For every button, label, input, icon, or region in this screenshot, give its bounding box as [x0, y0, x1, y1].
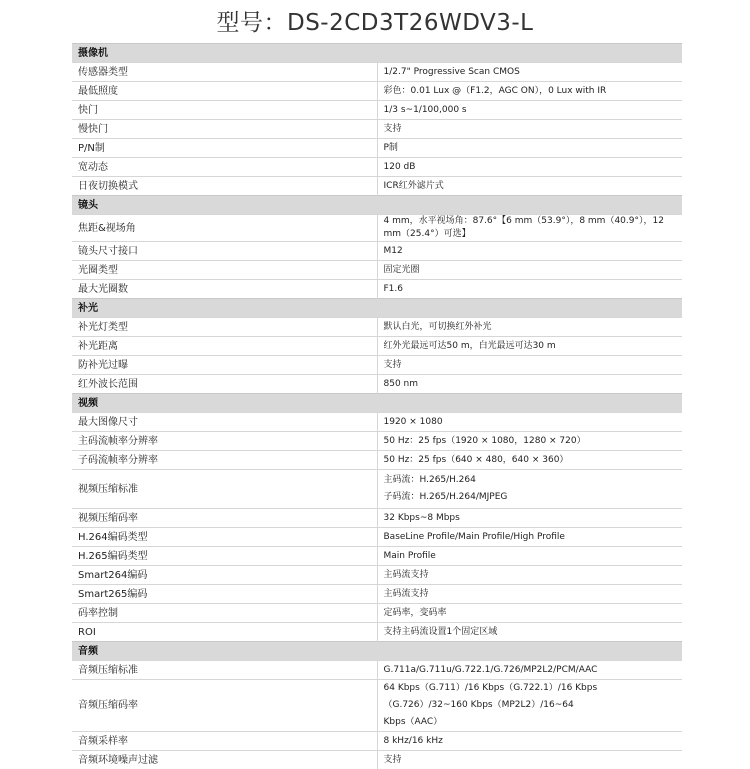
spec-value-line: G.711a/G.711u/G.722.1/G.726/MP2L2/PCM/AAC	[384, 664, 677, 677]
spec-value	[377, 432, 682, 451]
spec-value-line: 红外光最远可达50 m，白光最远可达30 m	[384, 340, 677, 353]
spec-value-line: 主码流支持	[384, 588, 677, 601]
spec-value	[377, 585, 682, 604]
spec-value-line: 1/3 s~1/100,000 s	[384, 104, 677, 117]
spec-value	[377, 82, 682, 101]
spec-value-line: 1/2.7" Progressive Scan CMOS	[384, 66, 677, 79]
spec-row	[72, 623, 682, 642]
section-header	[72, 394, 682, 413]
spec-value	[377, 509, 682, 528]
spec-row	[72, 318, 682, 337]
spec-value	[377, 337, 682, 356]
spec-value-line: 支持主码流设置1个固定区域	[384, 626, 677, 639]
spec-row	[72, 509, 682, 528]
spec-row	[72, 242, 682, 261]
spec-key: 音频环境噪声过滤	[72, 751, 377, 769]
spec-value-line: 1920 × 1080	[384, 416, 677, 429]
spec-value	[377, 177, 682, 196]
spec-value	[377, 215, 682, 242]
spec-key: Smart265编码	[72, 585, 377, 604]
spec-row	[72, 356, 682, 375]
spec-value-line: 固定光圈	[384, 264, 677, 277]
spec-row	[72, 177, 682, 196]
spec-row	[72, 337, 682, 356]
page-title: 型号：DS-2CD3T26WDV3-L	[0, 8, 750, 38]
spec-value-line: 默认白光，可切换红外补光	[384, 321, 677, 334]
spec-key: 最低照度	[72, 82, 377, 101]
spec-value	[377, 661, 682, 680]
spec-key: 红外波长范围	[72, 375, 377, 394]
spec-key: 宽动态	[72, 158, 377, 177]
spec-value-line: 8 kHz/16 kHz	[384, 735, 677, 748]
section-label: 视频	[72, 394, 682, 413]
spec-key: ROI	[72, 623, 377, 642]
spec-value	[377, 470, 682, 509]
spec-value-line: 子码流：H.265/H.264/MJPEG	[384, 489, 677, 506]
section-header	[72, 196, 682, 215]
spec-value	[377, 528, 682, 547]
spec-key: 快门	[72, 101, 377, 120]
spec-value	[377, 242, 682, 261]
spec-value-line: Kbps（AAC）	[384, 714, 677, 731]
spec-row	[72, 680, 682, 732]
spec-key: 防补光过曝	[72, 356, 377, 375]
spec-value-line: F1.6	[384, 283, 677, 296]
spec-value	[377, 566, 682, 585]
spec-value	[377, 158, 682, 177]
spec-row	[72, 139, 682, 158]
spec-value	[377, 139, 682, 158]
spec-value-line: 主码流支持	[384, 569, 677, 582]
spec-value-line: 50 Hz：25 fps（640 × 480，640 × 360）	[384, 454, 677, 467]
spec-key: 传感器类型	[72, 63, 377, 82]
spec-value-line: ICR红外滤片式	[384, 180, 677, 193]
spec-value	[377, 63, 682, 82]
spec-key: 日夜切换模式	[72, 177, 377, 196]
spec-key: 最大图像尺寸	[72, 413, 377, 432]
spec-row	[72, 751, 682, 769]
spec-value	[377, 120, 682, 139]
spec-value	[377, 451, 682, 470]
section-header	[72, 44, 682, 63]
spec-key: 镜头尺寸接口	[72, 242, 377, 261]
spec-value	[377, 356, 682, 375]
spec-row	[72, 120, 682, 139]
section-label: 音频	[72, 642, 682, 661]
spec-value-line: M12	[384, 245, 677, 258]
spec-value	[377, 623, 682, 642]
spec-key: P/N制	[72, 139, 377, 158]
spec-key: 音频压缩码率	[72, 680, 377, 732]
section-label: 补光	[72, 299, 682, 318]
spec-value-line: 50 Hz：25 fps（1920 × 1080，1280 × 720）	[384, 435, 677, 448]
spec-value	[377, 680, 682, 732]
spec-value-line: BaseLine Profile/Main Profile/High Profile	[384, 531, 677, 544]
spec-key: 最大光圈数	[72, 280, 377, 299]
spec-row	[72, 451, 682, 470]
spec-row	[72, 63, 682, 82]
spec-value-line: 120 dB	[384, 161, 677, 174]
spec-value-line: 支持	[384, 123, 677, 136]
spec-key: H.265编码类型	[72, 547, 377, 566]
spec-row	[72, 528, 682, 547]
spec-value	[377, 547, 682, 566]
spec-value-line: 主码流：H.265/H.264	[384, 472, 677, 489]
spec-key: 音频压缩标准	[72, 661, 377, 680]
section-header	[72, 642, 682, 661]
spec-value	[377, 280, 682, 299]
spec-row	[72, 215, 682, 242]
spec-value-line: Main Profile	[384, 550, 677, 563]
spec-value	[377, 732, 682, 751]
spec-value-line: 32 Kbps~8 Mbps	[384, 512, 677, 525]
spec-key: 码率控制	[72, 604, 377, 623]
spec-row	[72, 413, 682, 432]
spec-key: Smart264编码	[72, 566, 377, 585]
spec-key: 补光距离	[72, 337, 377, 356]
spec-row	[72, 432, 682, 451]
spec-row	[72, 101, 682, 120]
spec-value-line: 4 mm，水平视场角：87.6°【6 mm（53.9°），8 mm（40.9°），12 mm（25.4°）可选】	[384, 215, 677, 241]
spec-value	[377, 375, 682, 394]
spec-value-line: 定码率，变码率	[384, 607, 677, 620]
spec-key: 补光灯类型	[72, 318, 377, 337]
spec-value	[377, 751, 682, 769]
spec-key: 光圈类型	[72, 261, 377, 280]
spec-table	[72, 43, 682, 769]
spec-value-line: 支持	[384, 754, 677, 767]
spec-key: 慢快门	[72, 120, 377, 139]
spec-value-line: 彩色：0.01 Lux @（F1.2，AGC ON），0 Lux with IR	[384, 85, 677, 98]
section-label: 摄像机	[72, 44, 682, 63]
spec-value	[377, 318, 682, 337]
spec-key: 焦距&视场角	[72, 215, 377, 242]
spec-row	[72, 470, 682, 509]
spec-key: 子码流帧率分辨率	[72, 451, 377, 470]
spec-row	[72, 661, 682, 680]
spec-value-line: 850 nm	[384, 378, 677, 391]
spec-row	[72, 585, 682, 604]
spec-value-line: 支持	[384, 359, 677, 372]
spec-key: 视频压缩码率	[72, 509, 377, 528]
spec-value	[377, 101, 682, 120]
spec-row	[72, 547, 682, 566]
spec-row	[72, 261, 682, 280]
spec-value	[377, 604, 682, 623]
spec-row	[72, 732, 682, 751]
section-label: 镜头	[72, 196, 682, 215]
spec-key: 视频压缩标准	[72, 470, 377, 509]
spec-row	[72, 280, 682, 299]
spec-row	[72, 375, 682, 394]
spec-value	[377, 413, 682, 432]
spec-value	[377, 261, 682, 280]
section-header	[72, 299, 682, 318]
spec-key: 音频采样率	[72, 732, 377, 751]
spec-key: 主码流帧率分辨率	[72, 432, 377, 451]
spec-row	[72, 604, 682, 623]
spec-value-line: P制	[384, 142, 677, 155]
spec-row	[72, 566, 682, 585]
spec-value-line: 64 Kbps（G.711）/16 Kbps（G.722.1）/16 Kbps（G.726）/32~160 Kbps（MP2L2）/16~64	[384, 680, 677, 714]
spec-row	[72, 82, 682, 101]
spec-row	[72, 158, 682, 177]
spec-key: H.264编码类型	[72, 528, 377, 547]
